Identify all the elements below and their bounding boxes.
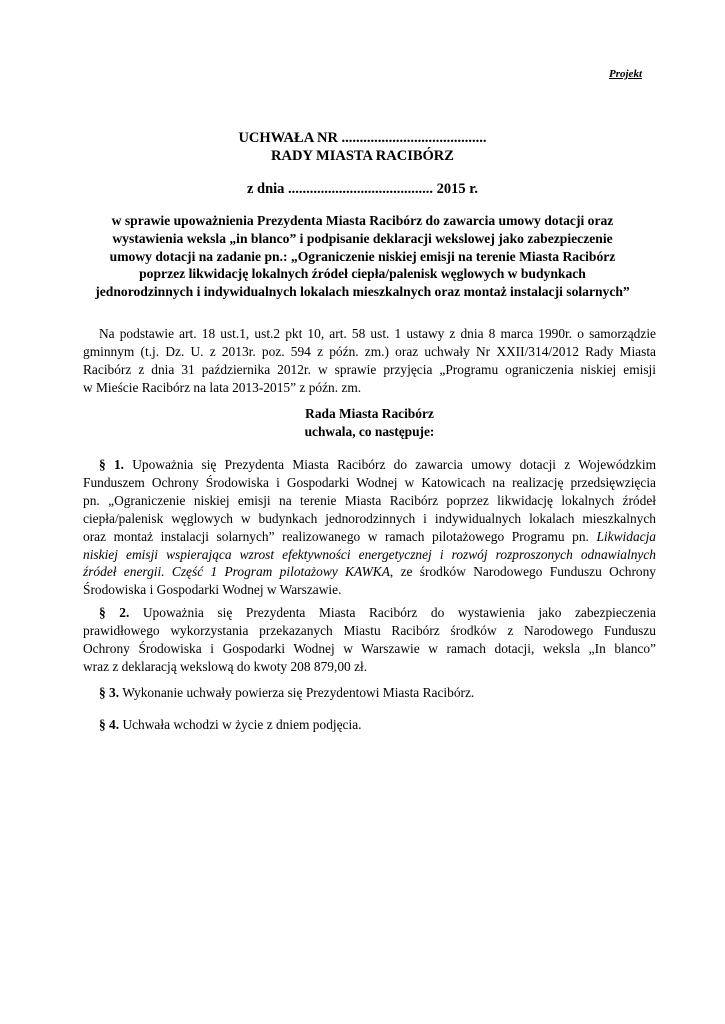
- legal-basis-line: Na podstawie art. 18 ust.1, ust.2 pkt 10, art. 58 ust. 1 ustawy z dnia 8 marca 1990r. o samorządzie: [99, 326, 656, 341]
- council-resolves: [83, 405, 656, 441]
- program-name-italic: źródeł energii. Część 1 Program pilotażowy KAWKA: [83, 564, 390, 580]
- paragraph-symbol: § 3.: [99, 685, 120, 700]
- paragraph-text: Środowiska i Gospodarki Wodnej w Warszawie.: [83, 582, 342, 598]
- resolution-subject: [60, 212, 665, 301]
- legal-basis-line: w Mieście Racibórz na lata 2013-2015” z późn. zm.: [83, 379, 362, 395]
- resolution-date: z dnia ........................................ 2015 r.: [246, 181, 479, 197]
- paragraph-symbol: § 1.: [99, 457, 124, 472]
- paragraph-1: [83, 456, 656, 599]
- legal-basis: [83, 325, 656, 397]
- paragraph-text: pn. „Ograniczenie niskiej emisji na terenie Miasta Racibórz poprzez likwidację lokalnych źródeł: [83, 492, 656, 508]
- paragraph-text: , ze środków Narodowego Funduszu Ochrony: [389, 564, 656, 580]
- paragraph-text: Upoważnia się Prezydenta Miasta Racibórz do wystawienia jako zabezpieczenia: [129, 605, 656, 620]
- council-heading: Rada Miasta Racibórz: [305, 406, 434, 421]
- subject-line: jednorodzinnych i indywidualnych lokalach mieszkalnych oraz montaż instalacji solarnych”: [95, 284, 630, 300]
- subject-line: wystawienia weksla „in blanco” i podpisanie deklaracji wekslowej jako zabezpieczenie: [112, 230, 613, 246]
- paragraph-text: Ochrony Środowiska i Gospodarki Wodnej w Warszawie w ramach dotacji, weksla „In blanco”: [83, 640, 656, 656]
- paragraph-3: [83, 684, 656, 702]
- council-name: RADY MIASTA RACIBÓRZ: [271, 148, 454, 164]
- subject-line: umowy dotacji na zadanie pn.: „Ograniczenie niskiej emisji na terenie Miasta Racibórz: [109, 248, 616, 264]
- paragraph-text: prawidłowego wykorzystania przekazanych Miastu Racibórz środków z Narodowego Funduszu: [83, 622, 656, 638]
- legal-basis-line: gminnym (t.j. Dz. U. z 2013r. poz. 594 z późn. zm.) oraz uchwały Nr XXII/314/2012 Rady Miasta: [83, 343, 656, 359]
- subject-line: w sprawie upoważnienia Prezydenta Miasta Racibórz do zawarcia umowy dotacji oraz: [111, 213, 614, 228]
- paragraph-text: Upoważnia się Prezydenta Miasta Racibórz do zawarcia umowy dotacji z Wojewódzkim: [124, 457, 656, 472]
- paragraph-text: Wykonanie uchwały powierza się Prezydentowi Miasta Racibórz.: [119, 685, 475, 700]
- council-resolves-text: uchwala, co następuje:: [304, 424, 435, 439]
- program-name-italic: niskiej emisji wspierająca wzrost efektywności energetycznej i rozwój rozproszonych odnawialnych: [83, 546, 656, 562]
- paragraph-symbol: § 4.: [99, 717, 120, 732]
- paragraph-text: oraz montaż instalacji solarnych” realizowanego w ramach pilotażowego Programu pn.: [83, 528, 597, 544]
- program-name-italic: Likwidacja: [596, 528, 656, 544]
- draft-label: Projekt: [609, 68, 642, 80]
- paragraph-text: ciepła/palenisk węglowych w budynkach jednorodzinnych i indywidualnych lokalach mieszkalnych: [83, 510, 656, 526]
- subject-line: poprzez likwidację lokalnych źródeł ciepła/palenisk węglowych w budynkach: [139, 266, 586, 282]
- paragraph-2: [83, 604, 656, 676]
- paragraph-symbol: § 2.: [99, 605, 130, 620]
- resolution-title: [60, 129, 665, 165]
- paragraph-text: Funduszem Ochrony Środowiska i Gospodarki Wodnej w Katowicach na realizację przedsięwzięcia: [83, 474, 656, 490]
- paragraph-text: Uchwała wchodzi w życie z dniem podjęcia.: [119, 717, 362, 732]
- legal-basis-line: Racibórz z dnia 31 października 2012r. w sprawie przyjęcia „Programu ograniczenia niskiej emisji: [83, 361, 656, 377]
- resolution-number: UCHWAŁA NR ........................................: [238, 130, 487, 146]
- paragraph-4: [83, 716, 656, 734]
- paragraph-text: wraz z deklaracją wekslową do kwoty 208 879,00 zł.: [83, 658, 368, 674]
